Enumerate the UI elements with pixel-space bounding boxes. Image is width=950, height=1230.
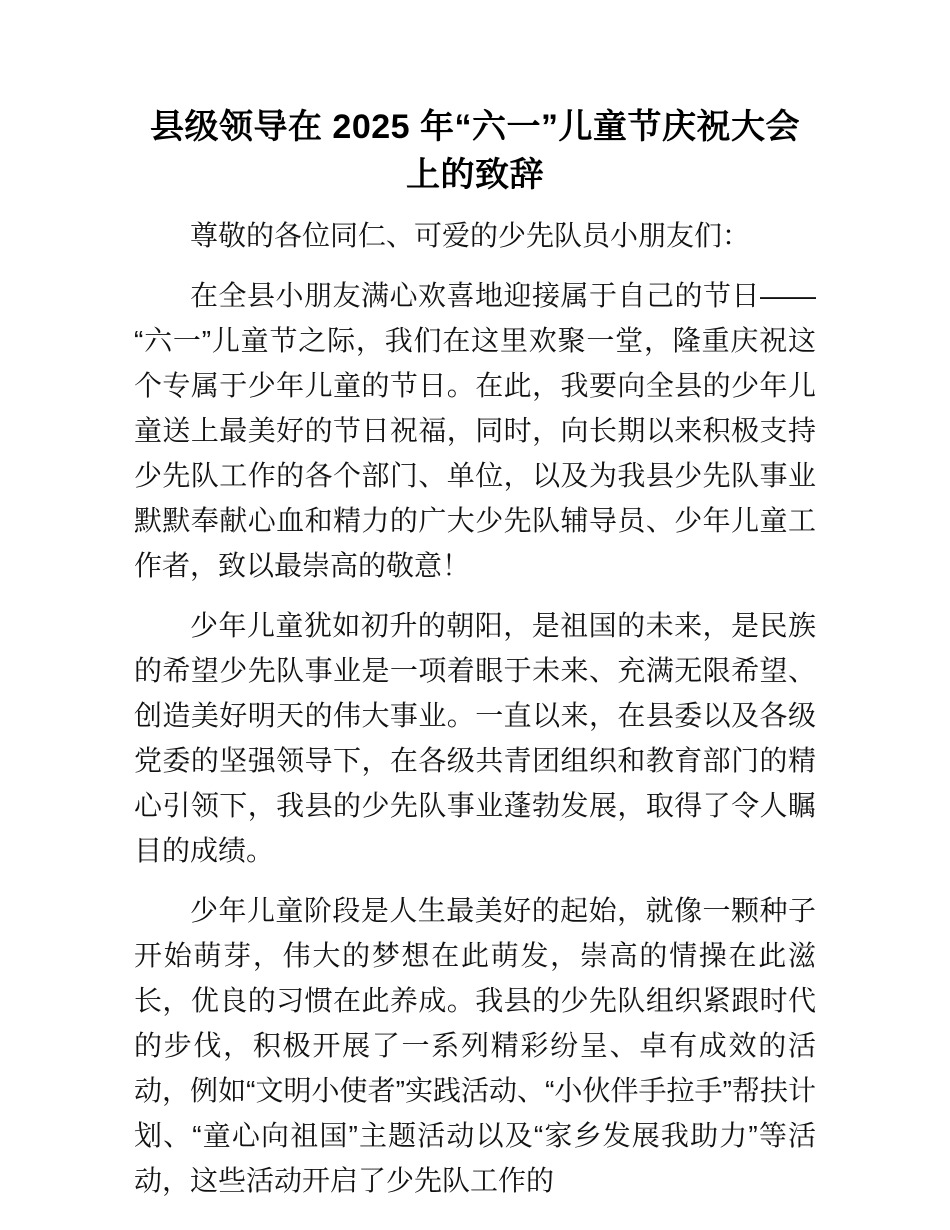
body-paragraph-1: 在全县小朋友满心欢喜地迎接属于自己的节日——“六一”儿童节之际，我们在这里欢聚一堂，隆重庆祝这个专属于少年儿童的节日。在此，我要向全县的少年儿童送上最美好的节日祝福，同时，向长期以来积极支持少先队工作的各个部门、单位，以及为我县少先队事业默默奉献心血和精力的广大少先队辅导员、少年儿童工作者，致以最崇高的敬意！: [134, 280, 816, 581]
document-title: 县级领导在 2025 年“六一”儿童节庆祝大会上的致辞: [149, 108, 801, 194]
salutation-line: 尊敬的各位同仁、可爱的少先队员小朋友们：: [190, 220, 751, 251]
document-body: [134, 103, 816, 1203]
body-paragraph-2: 少年儿童犹如初升的朝阳，是祖国的未来，是民族的希望少先队事业是一项着眼于未来、充满无限希望、创造美好明天的伟大事业。一直以来，在县委以及各级党委的坚强领导下，在各级共青团组织和教育部门的精心引领下，我县的少先队事业蓬勃发展，取得了令人瞩目的成绩。: [134, 610, 816, 866]
body-paragraph-3: 少年儿童阶段是人生最美好的起始，就像一颗种子开始萌芽，伟大的梦想在此萌发，崇高的情操在此滋长，优良的习惯在此养成。我县的少先队组织紧跟时代的步伐，积极开展了一系列精彩纷呈、卓有成效的活动，例如“文明小使者”实践活动、“小伙伴手拉手”帮扶计划、“童心向祖国”主题活动以及“家乡发展我助力”等活动，这些活动开启了少先队工作的: [134, 895, 816, 1196]
